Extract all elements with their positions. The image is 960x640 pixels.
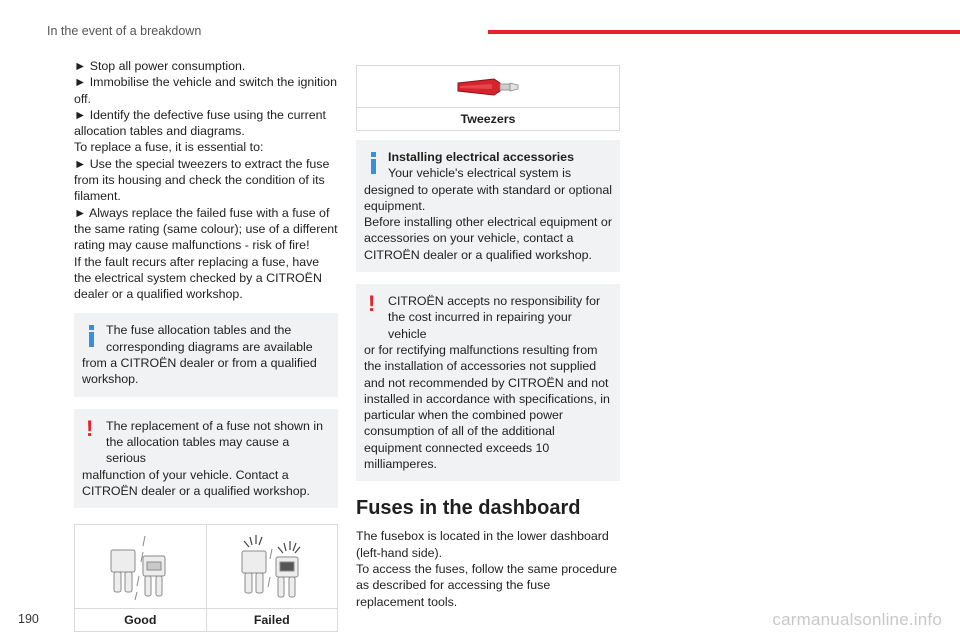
left-column [74, 58, 338, 632]
step-identify-fuse: ► Identify the defective fuse using the current allocation tables and diagrams. [74, 107, 326, 139]
tweezers-label: Tweezers [460, 112, 516, 126]
warning-icon: ! [368, 291, 376, 317]
failed-fuse-icon [234, 531, 310, 603]
responsibility-note-first: CITROËN accepts no responsibility for the cost incurred in repairing your vehicle [388, 294, 601, 341]
dashboard-fuses-text [356, 528, 620, 609]
right-column [356, 65, 620, 610]
step-immobilise: ► Immobilise the vehicle and switch the ignition off. [74, 75, 337, 106]
page-number: 190 [18, 612, 39, 626]
running-head: In the event of a breakdown [47, 24, 202, 38]
good-fuse-illustration [75, 525, 206, 608]
warning-note-responsibility [356, 284, 620, 481]
info-icon [87, 325, 95, 347]
fusebox-location: The fusebox is located in the lower dashboard (left-hand side). [356, 529, 609, 560]
failed-label: Failed [206, 609, 338, 631]
info-note-accessories [356, 140, 620, 272]
warning-icon: ! [86, 415, 94, 441]
accessories-note-first: Your vehicle's electrical system is [388, 166, 572, 181]
header-accent-bar [488, 30, 960, 34]
info-note-first: The fuse allocation tables and the corresponding diagrams are available [106, 323, 313, 354]
responsibility-note-rest: or for rectifying malfunctions resulting from the installation of accessories not supplied and not recommended by CITROËN and not installed in accordance with specifications, in particular when the combined power consumption of all of the additional equipment connected exceeds 10 milliamperes. [364, 342, 610, 472]
replace-intro: To replace a fuse, it is essential to: [74, 140, 264, 155]
watermark-logo: carmanualsonline.info [772, 610, 942, 629]
accessories-note-title: Installing electrical accessories [388, 150, 574, 164]
fuse-condition-table [74, 524, 338, 632]
fuse-access-procedure: To access the fuses, follow the same procedure as described for accessing the fuse replacement tools. [356, 561, 618, 609]
warning-note-fuse [74, 409, 338, 508]
tweezers-icon [456, 75, 520, 99]
info-note-rest: from a CITROËN dealer or from a qualified workshop. [82, 356, 317, 387]
info-note-allocation [74, 313, 338, 396]
warning-note-rest: malfunction of your vehicle. Contact a CITROËN dealer or a qualified workshop. [82, 467, 310, 498]
tweezers-illustration [357, 66, 619, 108]
good-label: Good [124, 613, 157, 628]
failed-fuse-illustration [206, 525, 338, 608]
step-stop-power: ► Stop all power consumption. [74, 59, 246, 73]
fault-recurs-text: If the fault recurs after replacing a fuse, have the electrical system checked by a CITROËN dealer or a qualified workshop. [74, 254, 322, 302]
warning-note-first: The replacement of a fuse not shown in the allocation tables may cause a serious [106, 418, 323, 466]
step-use-tweezers: ► Use the special tweezers to extract the fuse from its housing and check the condition of its filament. [74, 156, 330, 204]
step-replace-same-rating: ► Always replace the failed fuse with a fuse of the same rating (same colour); use of a different rating may cause malfunctions - risk of fire! [74, 205, 338, 253]
info-icon [369, 152, 377, 174]
good-fuse-icon [105, 532, 175, 602]
intro-text [74, 58, 338, 302]
tweezers-figure [356, 65, 620, 131]
accessories-note-rest: designed to operate with standard or optional equipment. [364, 182, 612, 213]
section-title-dashboard-fuses: Fuses in the dashboard [356, 497, 581, 520]
accessories-note-rest2: Before installing other electrical equipment or accessories on your vehicle, contact a CITROËN dealer or a qualified workshop. [364, 215, 612, 262]
